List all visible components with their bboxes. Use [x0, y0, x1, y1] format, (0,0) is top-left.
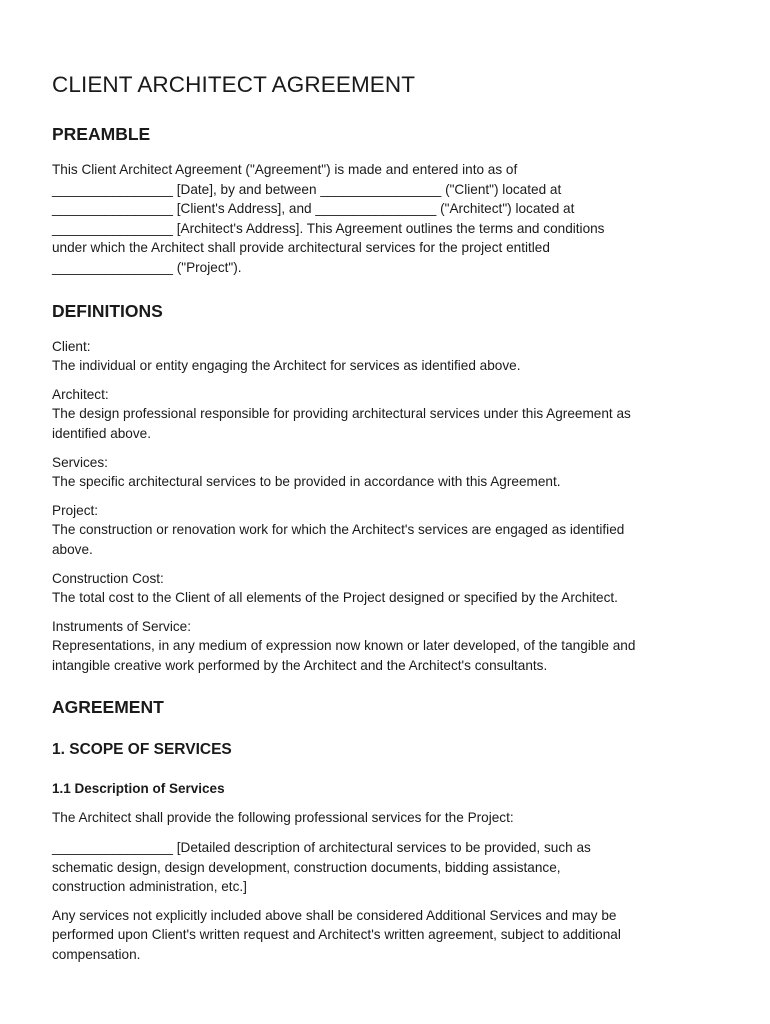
definition-architect [52, 385, 720, 444]
definition-description: The individual or entity engaging the Architect for services as identified above. [52, 358, 521, 374]
description-of-services-subheading: 1.1 Description of Services [52, 781, 225, 797]
services-detail-text: ________________ [Detailed description of architectural services to be provided, such as schematic design, design development, construction documents, bidding assistance, construction administration, etc.] [52, 840, 591, 895]
definition-client [52, 337, 720, 376]
definition-project [52, 501, 720, 560]
definition-term: Construction Cost: [52, 570, 164, 586]
preamble-heading: PREAMBLE [52, 124, 151, 144]
scope-of-services-heading: 1. SCOPE OF SERVICES [52, 741, 232, 759]
preamble-text: This Client Architect Agreement ("Agreement") is made and entered into as of ________________ [Date], by and between ________________ ("Client") located at ________________ [Client's Address], and ________________ ("Architect") located at ________________ [Architect's Address]. This Agreement outlines the terms and conditions under which the Architect shall provide architectural services for the project entitled ________________ ("Project"). [52, 162, 605, 275]
definitions-list [52, 337, 720, 676]
definition-description: The design professional responsible for providing architectural services under this Agreement as identified above. [52, 406, 631, 441]
definition-services [52, 453, 720, 492]
definition-description: Representations, in any medium of expression now known or later developed, of the tangible and intangible creative work performed by the Architect and the Architect's consultants. [52, 638, 636, 673]
definition-description: The specific architectural services to be provided in accordance with this Agreement. [52, 474, 561, 490]
definition-term: Services: [52, 454, 108, 470]
definition-construction-cost [52, 569, 720, 608]
document-title: CLIENT ARCHITECT AGREEMENT [52, 72, 416, 97]
definition-description: The construction or renovation work for which the Architect's services are engaged as identified above. [52, 522, 625, 557]
definition-term: Instruments of Service: [52, 618, 192, 634]
definition-term: Architect: [52, 386, 109, 402]
agreement-heading: AGREEMENT [52, 697, 164, 718]
definitions-heading: DEFINITIONS [52, 300, 163, 321]
definition-term: Client: [52, 338, 91, 354]
definition-description: The total cost to the Client of all elements of the Project designed or specified by the Architect. [52, 590, 618, 606]
definition-term: Project: [52, 502, 99, 518]
definition-instruments-of-service [52, 617, 720, 676]
additional-services-text: Any services not explicitly included above shall be considered Additional Services and may be performed upon Client's written request and Architect's written agreement, subject to additional compensation. [52, 907, 621, 963]
services-intro-text: The Architect shall provide the following professional services for the Project: [52, 810, 514, 826]
